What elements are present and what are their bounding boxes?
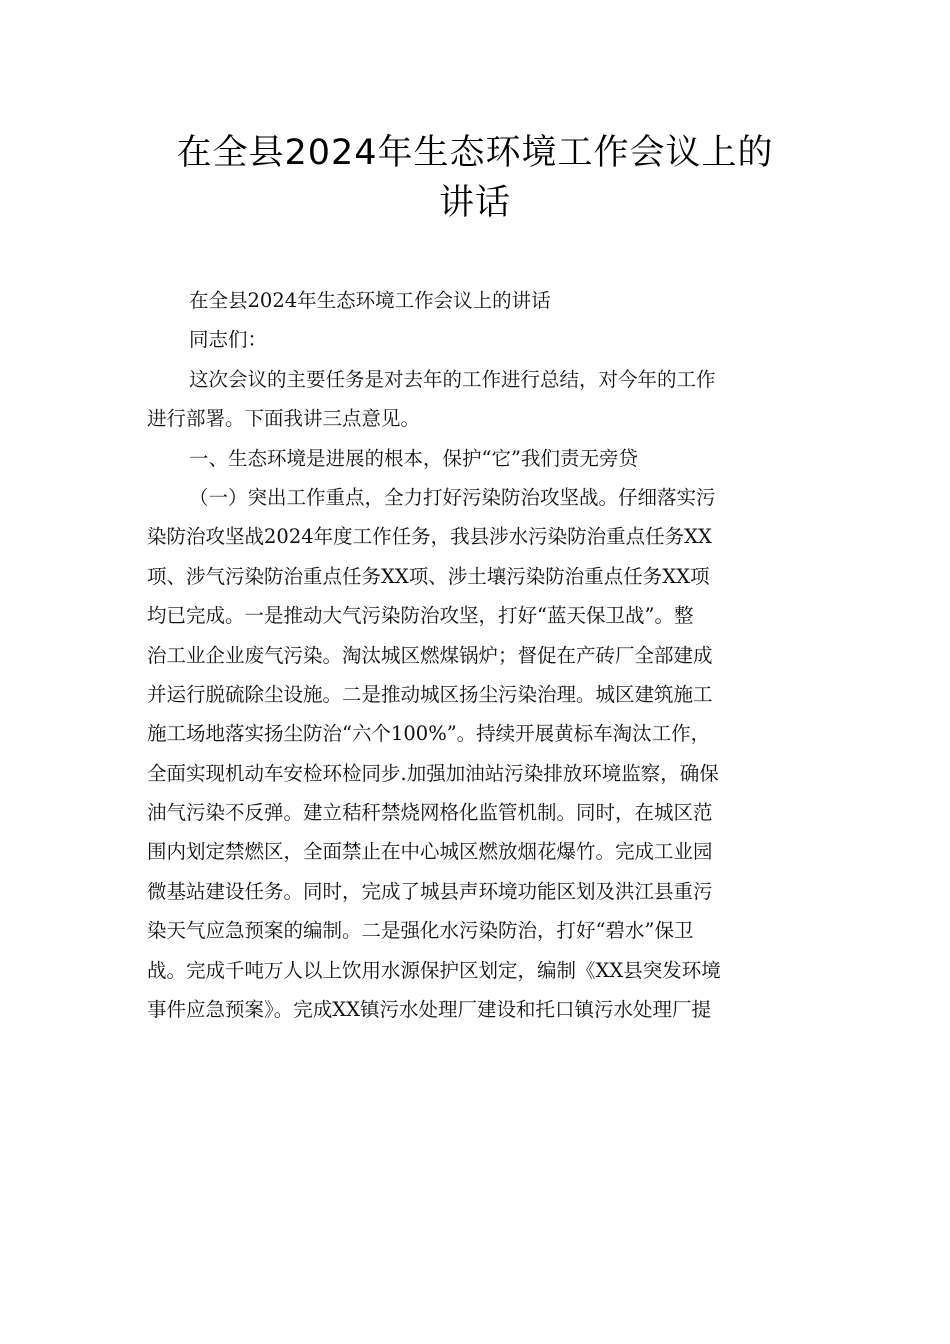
paragraph-line: 染天气应急预案的编制。二是强化水污染防治，打好“碧水”保卫 — [147, 919, 694, 943]
document-title — [110, 128, 840, 228]
paragraph-line: 这次会议的主要任务是对去年的工作进行总结，对今年的工作 — [189, 367, 716, 391]
paragraph-line: （一）突出工作重点，全力打好污染防治攻坚战。仔细落实污 — [189, 485, 716, 509]
paragraph-intro — [147, 360, 807, 439]
paragraph-salutation — [147, 320, 807, 359]
paragraph-line: 事件应急预案》。完成XX镇污水处理厂建设和托口镇污水处理厂提 — [147, 998, 712, 1022]
paragraph-line: 进行部署。下面我讲三点意见。 — [147, 407, 421, 431]
title-line-2: 讲话 — [438, 183, 511, 223]
paragraph-line: 并运行脱硫除尘设施。二是推动城区扬尘污染治理。城区建筑施工 — [147, 682, 713, 706]
title-line-1: 在全县2024年生态环境工作会议上的 — [176, 133, 774, 173]
paragraph-line: 战。完成千吨万人以上饮用水源保护区划定，编制《XX县突发环境 — [147, 958, 721, 982]
paragraph-heading — [147, 281, 807, 320]
paragraph-line: 围内划定禁燃区，全面禁止在中心城区燃放烟花爆竹。完成工业园 — [147, 840, 713, 864]
paragraph-line: 施工场地落实扬尘防治“六个100%”。持续开展黄标车淘汰工作， — [147, 722, 711, 746]
paragraph-main — [147, 478, 807, 1029]
paragraph-line: 在全县2024年生态环境工作会议上的讲话 — [189, 289, 551, 312]
paragraph-line: 同志们： — [189, 328, 268, 352]
paragraph-line: 染防治攻坚战2024年度工作任务，我县涉水污染防治重点任务XX — [147, 525, 712, 549]
document-body — [147, 281, 807, 1029]
paragraph-line: 全面实现机动车安检环检同步.加强加油站污染排放环境监察，确保 — [147, 761, 719, 785]
paragraph-section-heading — [147, 439, 807, 478]
paragraph-line: 一、生态环境是进展的根本，保护“它”我们责无旁贷 — [189, 446, 638, 470]
paragraph-line: 治工业企业废气污染。淘汰城区燃煤锅炉；督促在产砖厂全部建成 — [147, 643, 713, 667]
paragraph-line: 项、涉气污染防治重点任务XX项、涉土壤污染防治重点任务XX项 — [147, 564, 710, 588]
paragraph-line: 均已完成。一是推动大气污染防治攻坚，打好“蓝天保卫战”。整 — [147, 604, 694, 628]
paragraph-line: 油气污染不反弹。建立秸秆禁烧网格化监管机制。同时，在城区范 — [147, 801, 713, 825]
paragraph-line: 微基站建设任务。同时，完成了城县声环境功能区划及洪江县重污 — [147, 879, 713, 903]
